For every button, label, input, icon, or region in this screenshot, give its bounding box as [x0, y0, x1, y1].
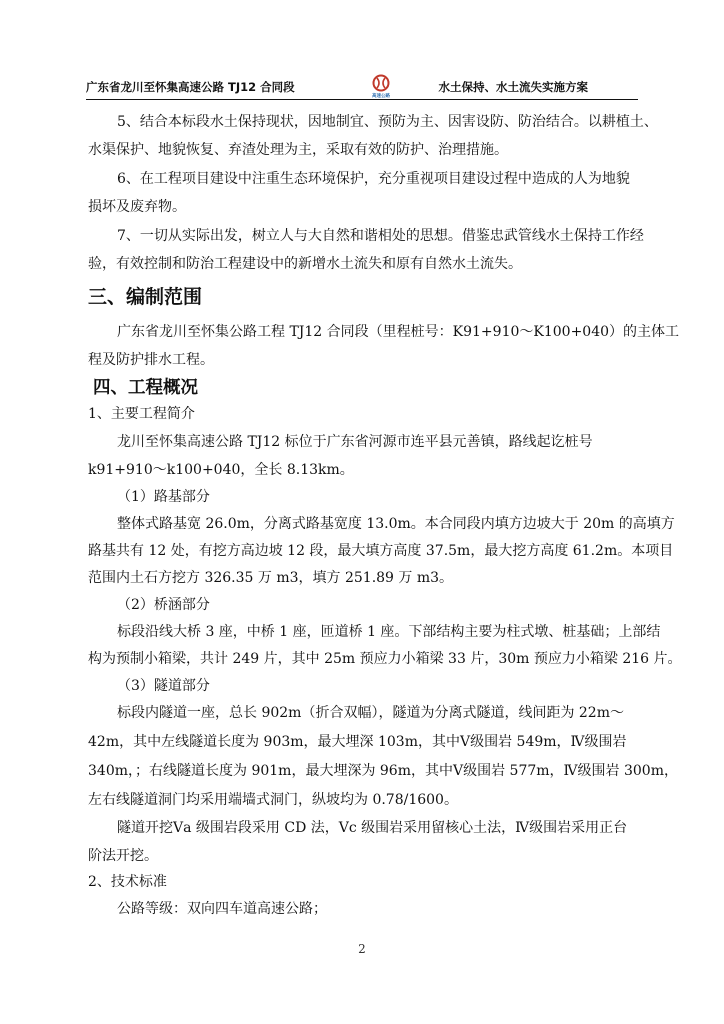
excavation-line-2: 阶法开挖。 [88, 848, 158, 864]
bridge-line-1: 标段沿线大桥 3 座，中桥 1 座，匝道桥 1 座。下部结构主要为柱式墩、桩基础；上部结 [117, 624, 661, 640]
roadbed-line-3: 范围内土石方挖方 326.35 万 m3，填方 251.89 万 m3。 [88, 570, 454, 586]
page-number: 2 [358, 942, 366, 956]
roadbed-line-1: 整体式路基宽 26.0m，分离式路基宽度 13.0m。本合同段内填方边坡大于 20m 的高填方 [117, 516, 675, 532]
company-logo-icon [364, 74, 398, 98]
roadbed-subtitle: （1）路基部分 [117, 489, 210, 505]
header-project-title: 广东省龙川至怀集高速公路 TJ12 合同段 [86, 80, 295, 94]
tunnel-line-1: 标段内隧道一座，总长 902m（折合双幅），隧道为分离式隧道，线间距为 22m～ [117, 705, 624, 721]
paragraph-6-line-1: 6、在工程项目建设中注重生态环境保护，充分重视项目建设过程中造成的人为地貌 [117, 171, 630, 187]
scope-line-1: 广东省龙川至怀集公路工程 TJ12 合同段（里程桩号：K91+910～K100+040）的主体工 [117, 324, 680, 340]
header-doc-title: 水土保持、水土流失实施方案 [438, 80, 588, 94]
paragraph-7-line-1: 7、一切从实际出发，树立人与大自然和谐相处的思想。借鉴忠武管线水土保持工作经 [117, 228, 644, 244]
paragraph-7-line-2: 验，有效控制和防治工程建设中的新增水土流失和原有自然水土流失。 [88, 256, 522, 272]
logo-caption: 高速公路 [372, 94, 390, 98]
paragraph-5-line-2: 水渠保护、地貌恢复、弃渣处理为主，采取有效的防护、治理措施。 [88, 142, 508, 158]
header-rule [86, 99, 638, 100]
page-header [86, 74, 638, 100]
subsection-2-title: 2、技术标准 [88, 874, 167, 890]
tunnel-line-3: 340m，；右线隧道长度为 901m，最大埋深为 96m，其中Ⅴ级围岩 577m，Ⅳ级围岩 300m， [88, 763, 678, 779]
section-3-heading: 三、编制范围 [88, 286, 203, 308]
paragraph-6-line-2: 损坏及废弃物。 [88, 199, 186, 215]
scope-line-2: 程及防护排水工程。 [88, 352, 214, 368]
bridge-line-2: 构为预制小箱梁，共计 249 片，其中 25m 预应力小箱梁 33 片，30m 预应力小箱梁 216 片。 [88, 651, 682, 667]
section-4-heading: 四、工程概况 [93, 378, 198, 398]
excavation-line-1: 隧道开挖Ⅴa 级围岩段采用 CD 法，Ⅴc 级围岩采用留核心土法，Ⅳ级围岩采用正台 [117, 820, 628, 836]
tunnel-line-4: 左右线隧道洞门均采用端墙式洞门，纵坡均为 0.78/1600。 [88, 792, 458, 808]
intro-line-2: k91+910～k100+040，全长 8.13km。 [88, 462, 354, 478]
intro-line-1: 龙川至怀集高速公路 TJ12 标位于广东省河源市连平县元善镇，路线起讫桩号 [117, 434, 593, 450]
subsection-1-title: 1、主要工程简介 [88, 406, 195, 422]
tunnel-subtitle: （3）隧道部分 [117, 678, 210, 694]
bridge-subtitle: （2）桥涵部分 [117, 597, 210, 613]
tunnel-line-2: 42m，其中左线隧道长度为 903m，最大埋深 103m，其中Ⅴ级围岩 549m，Ⅳ级围岩 [88, 734, 627, 750]
road-grade-line: 公路等级：双向四车道高速公路； [117, 901, 327, 917]
paragraph-5-line-1: 5、结合本标段水土保持现状，因地制宜、预防为主、因害设防、防治结合。以耕植土、 [117, 114, 658, 130]
roadbed-line-2: 路基共有 12 处，有挖方高边坡 12 段，最大填方高度 37.5m，最大挖方高度 61.2m。本项目 [88, 543, 674, 559]
